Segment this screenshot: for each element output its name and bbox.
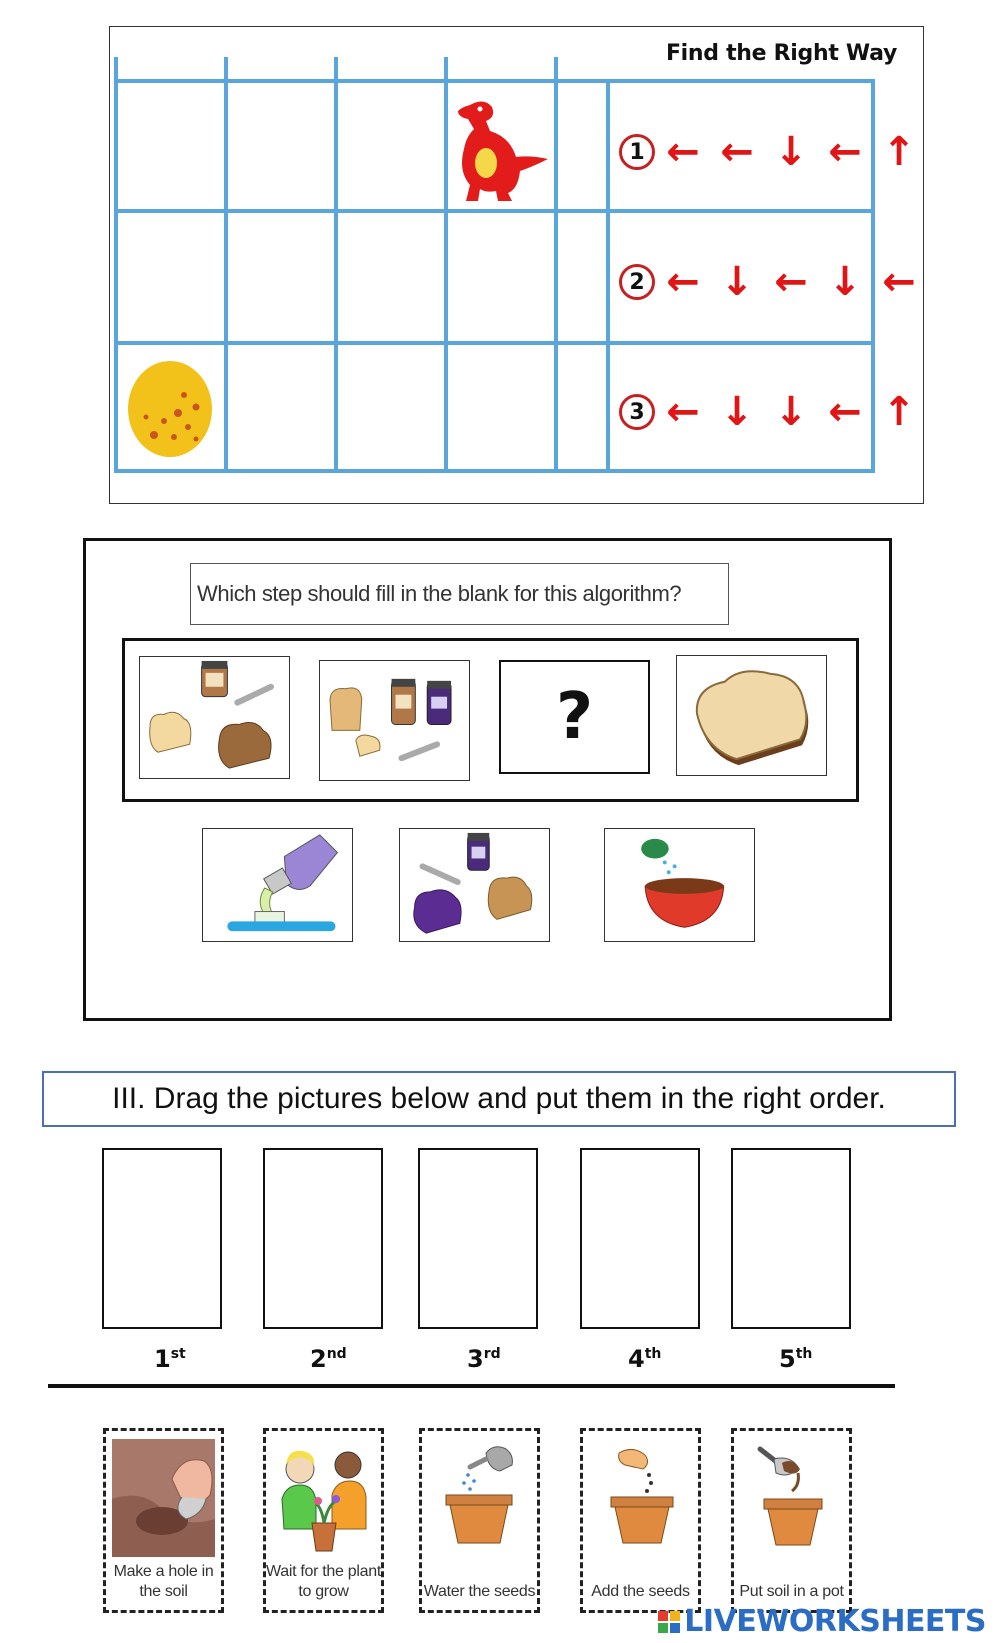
hand-in-soil-image	[112, 1439, 215, 1557]
seeds-pot-image	[589, 1439, 692, 1557]
bread-peanut-butter-knife-image	[140, 657, 289, 778]
picture-card-wait-grow[interactable]	[263, 1428, 384, 1613]
grid-line	[554, 57, 558, 473]
grid-line	[114, 57, 118, 473]
drop-slot-3[interactable]	[418, 1148, 538, 1329]
watermark-text: LIVEWORKSHEETS	[684, 1604, 986, 1639]
finished-sandwich-image	[677, 656, 826, 775]
route-row-2	[619, 256, 916, 308]
option-card-jelly[interactable]	[399, 828, 550, 942]
ordinal-label-1: 1st	[154, 1345, 186, 1373]
picture-card-water-seeds[interactable]	[419, 1428, 540, 1613]
kids-with-plant-image	[272, 1439, 375, 1557]
liveworksheets-watermark	[658, 1604, 986, 1639]
left-arrow-icon: ←	[882, 259, 916, 305]
route-row-3	[619, 386, 916, 438]
sequence-card-1	[139, 656, 290, 779]
ordinal-label-5: 5th	[779, 1345, 813, 1373]
left-arrow-icon: ←	[774, 259, 808, 305]
dinosaur-icon	[450, 97, 550, 205]
ordinal-label-4: 4th	[628, 1345, 662, 1373]
blank-step-card[interactable]: ?	[499, 660, 650, 774]
route-number: 3	[619, 394, 655, 430]
left-arrow-icon: ←	[666, 389, 700, 435]
up-arrow-icon: ↑	[882, 389, 916, 435]
picture-caption: Put soil in a pot	[739, 1583, 844, 1600]
grid-line	[606, 79, 610, 473]
grid-line	[114, 469, 875, 473]
liveworksheets-logo-icon	[658, 1611, 680, 1633]
drop-slot-4[interactable]	[580, 1148, 700, 1329]
left-arrow-icon: ←	[666, 129, 700, 175]
left-arrow-icon: ←	[828, 389, 862, 435]
toothpaste-toothbrush-image	[203, 829, 352, 941]
grid-line	[444, 57, 448, 473]
drop-slot-1[interactable]	[102, 1148, 222, 1329]
algorithm-panel	[83, 538, 892, 1021]
bowl-seeds-image	[605, 829, 754, 941]
grid-line	[334, 57, 338, 473]
grid-title: Find the Right Way	[665, 41, 897, 66]
down-arrow-icon: ↓	[828, 259, 862, 305]
egg-icon	[124, 355, 216, 459]
option-card-bowl[interactable]	[604, 828, 755, 942]
picture-caption: Water the seeds	[423, 1583, 536, 1600]
section-divider	[48, 1384, 895, 1388]
route-number: 1	[619, 134, 655, 170]
picture-caption: Add the seeds	[591, 1583, 690, 1600]
left-arrow-icon: ←	[828, 129, 862, 175]
ordinal-label-3: 3rd	[467, 1345, 501, 1373]
left-arrow-icon: ←	[666, 259, 700, 305]
algorithm-question: Which step should fill in the blank for this algorithm?	[190, 563, 729, 625]
jelly-on-bread-image	[400, 829, 549, 941]
sequence-card-4	[676, 655, 827, 776]
trowel-pot-image	[740, 1439, 843, 1557]
picture-card-add-seeds[interactable]	[580, 1428, 701, 1613]
left-arrow-icon: ←	[720, 129, 754, 175]
down-arrow-icon: ↓	[720, 259, 754, 305]
grid-line	[114, 79, 875, 83]
route-row-1	[619, 126, 916, 178]
picture-caption: Make a hole in the soil	[113, 1563, 214, 1600]
bread-jars-knife-image	[320, 661, 469, 780]
grid-line	[114, 209, 875, 213]
ordering-instruction: III. Drag the pictures below and put them in the right order.	[42, 1071, 956, 1127]
drop-slot-5[interactable]	[731, 1148, 851, 1329]
down-arrow-icon: ↓	[720, 389, 754, 435]
up-arrow-icon: ↑	[882, 129, 916, 175]
down-arrow-icon: ↓	[774, 129, 808, 175]
grid-line	[114, 341, 875, 345]
picture-card-make-hole[interactable]	[103, 1428, 224, 1613]
drop-slot-2[interactable]	[263, 1148, 383, 1329]
find-the-right-way-panel	[109, 26, 924, 504]
route-number: 2	[619, 264, 655, 300]
sequence-card-2	[319, 660, 470, 781]
ordinal-label-2: 2nd	[310, 1345, 347, 1373]
down-arrow-icon: ↓	[774, 389, 808, 435]
option-card-toothpaste[interactable]	[202, 828, 353, 942]
picture-card-put-soil[interactable]	[731, 1428, 852, 1613]
picture-caption: Wait for the plant to grow	[266, 1563, 381, 1600]
grid-line	[224, 57, 228, 473]
sequence-frame	[122, 638, 859, 802]
watering-can-pot-image	[428, 1439, 531, 1557]
